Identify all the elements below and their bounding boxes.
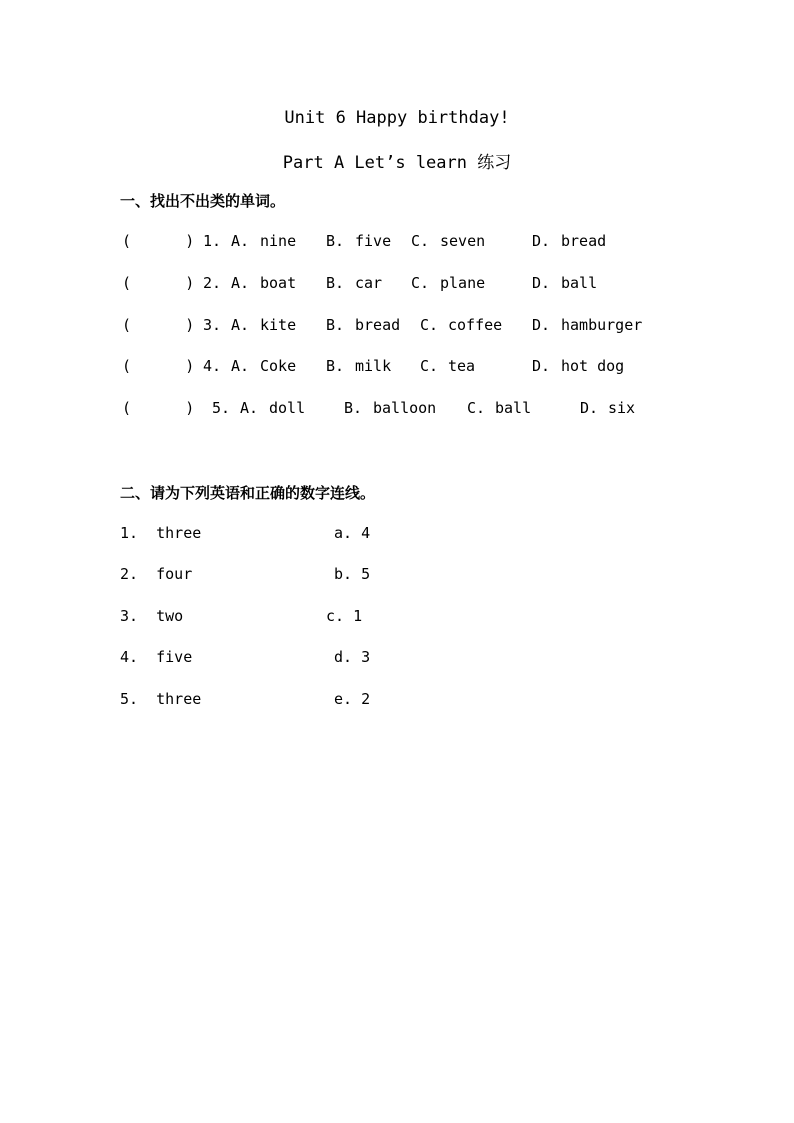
option-b: milk (355, 357, 392, 375)
section-1-heading: 一、找出不出类的单词。 (120, 192, 286, 210)
match-word: 4. five (120, 648, 193, 666)
option-a-label: A. (231, 274, 250, 292)
option-b: car (355, 274, 383, 292)
option-c: tea (448, 357, 476, 375)
question-row (0, 357, 794, 379)
option-b-label: B. (326, 357, 345, 375)
option-a: Coke (260, 357, 297, 375)
match-word: 1. three (120, 524, 202, 542)
option-c-label: C. (411, 232, 430, 250)
answer-blank: ( ) (122, 399, 195, 417)
match-word: 3. two (120, 607, 184, 625)
match-row (0, 690, 794, 712)
option-c-label: C. (467, 399, 486, 417)
question-number: 1. (203, 232, 222, 250)
answer-blank: ( ) (122, 274, 195, 292)
section-2-heading: 二、请为下列英语和正确的数字连线。 (120, 484, 376, 502)
option-c: ball (495, 399, 532, 417)
option-a: boat (260, 274, 297, 292)
answer-blank: ( ) (122, 232, 195, 250)
option-d: bread (561, 232, 607, 250)
question-number: 5. (212, 399, 231, 417)
option-c: coffee (448, 316, 503, 334)
option-b: balloon (373, 399, 437, 417)
option-d-label: D. (532, 274, 551, 292)
option-d-label: D. (532, 232, 551, 250)
answer-blank: ( ) (122, 357, 195, 375)
option-b-label: B. (344, 399, 363, 417)
option-d-label: D. (532, 316, 551, 334)
option-d-label: D. (580, 399, 599, 417)
option-a: kite (260, 316, 297, 334)
option-d: ball (561, 274, 598, 292)
question-row (0, 274, 794, 296)
match-word: 2. four (120, 565, 193, 583)
option-d: six (608, 399, 636, 417)
option-d-label: D. (532, 357, 551, 375)
question-row (0, 316, 794, 338)
match-row (0, 524, 794, 546)
option-d: hamburger (561, 316, 643, 334)
worksheet-title: Unit 6 Happy birthday! (284, 108, 510, 128)
question-number: 4. (203, 357, 222, 375)
question-number: 3. (203, 316, 222, 334)
option-c: seven (440, 232, 486, 250)
match-row (0, 648, 794, 670)
option-c-label: C. (420, 357, 439, 375)
worksheet-subtitle: Part A Let’s learn 练习 (282, 153, 512, 173)
match-number: c. 1 (326, 607, 363, 625)
option-c: plane (440, 274, 486, 292)
option-a-label: A. (231, 232, 250, 250)
option-c-label: C. (420, 316, 439, 334)
answer-blank: ( ) (122, 316, 195, 334)
option-a-label: A. (231, 357, 250, 375)
option-d: hot dog (561, 357, 625, 375)
match-row (0, 565, 794, 587)
option-a-label: A. (231, 316, 250, 334)
option-a: nine (260, 232, 297, 250)
question-number: 2. (203, 274, 222, 292)
option-c-label: C. (411, 274, 430, 292)
option-b-label: B. (326, 316, 345, 334)
match-number: e. 2 (334, 690, 371, 708)
question-row (0, 399, 794, 421)
question-row (0, 232, 794, 254)
option-b-label: B. (326, 232, 345, 250)
match-number: d. 3 (334, 648, 371, 666)
option-b: bread (355, 316, 401, 334)
match-number: b. 5 (334, 565, 371, 583)
match-word: 5. three (120, 690, 202, 708)
match-row (0, 607, 794, 629)
match-number: a. 4 (334, 524, 371, 542)
option-b-label: B. (326, 274, 345, 292)
option-b: five (355, 232, 392, 250)
option-a: doll (269, 399, 306, 417)
option-a-label: A. (240, 399, 259, 417)
